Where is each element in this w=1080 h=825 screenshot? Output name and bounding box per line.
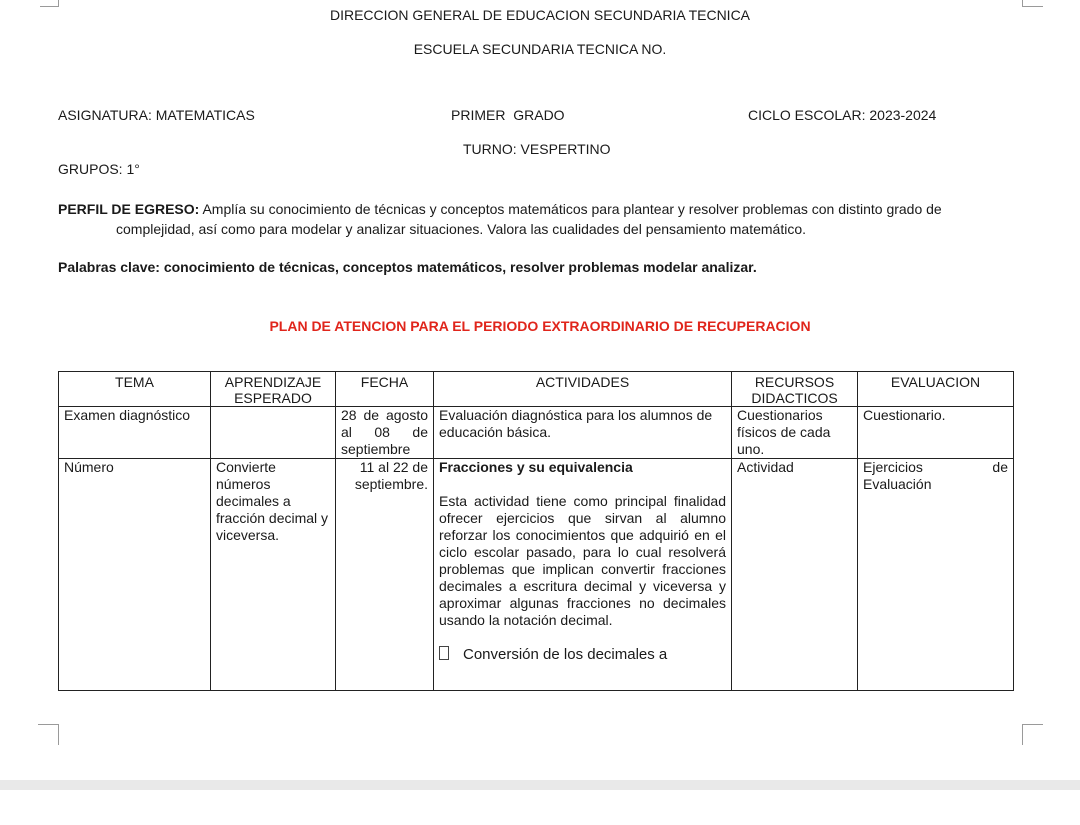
plan-title: PLAN DE ATENCION PARA EL PERIODO EXTRAORDINARIO DE RECUPERACION: [269, 318, 811, 334]
viewer-bottom-band: [0, 780, 1080, 790]
grado: PRIMER GRADO: [451, 107, 565, 123]
perfil-text-first: Amplía su conocimiento de técnicas y conceptos matemáticos para plantear y resolver problemas con distinto grado de: [199, 201, 942, 217]
page-corner-mark: [40, 0, 59, 7]
ciclo-escolar: CICLO ESCOLAR: 2023-2024: [748, 107, 937, 123]
header-tema: TEMA: [59, 372, 211, 407]
table-row: [59, 407, 1014, 459]
evaluacion-word-3: Evaluación: [863, 476, 932, 492]
activity-bullet: [439, 646, 726, 663]
cell-actividades: Evaluación diagnóstica para los alumnos de educación básica.: [434, 407, 732, 459]
perfil-label: PERFIL DE EGRESO:: [58, 201, 200, 217]
grupos: GRUPOS: 1°: [58, 161, 140, 177]
activity-description: Esta actividad tiene como principal finalidad ofrecer ejercicios que sirvan al alumno reforzar los conocimientos que adquirió en el ciclo escolar pasado, para lo cual resolverá problemas que implican convertir fracciones decimales a escritura decimal y viceversa y aproximar algunas fracciones no decimales usando la notación decimal.: [439, 493, 726, 628]
cell-aprendizaje: [211, 407, 336, 459]
cell-recursos: Cuestionarios físicos de cada uno.: [732, 407, 858, 459]
evaluacion-word-1: Ejercicios: [863, 459, 923, 475]
activity-title: Fracciones y su equivalencia: [439, 459, 633, 475]
cell-evaluacion: [858, 459, 1014, 691]
header-line2: ESCUELA SECUNDARIA TECNICA NO.: [413, 41, 667, 57]
header-fecha: FECHA: [336, 372, 434, 407]
header-line1: DIRECCION GENERAL DE EDUCACION SECUNDARIA TECNICA: [329, 7, 751, 23]
cell-actividades: [434, 459, 732, 691]
page-corner-mark: [38, 724, 59, 745]
palabras-clave: Palabras clave: conocimiento de técnicas, conceptos matemáticos, resolver problemas modelar analizar.: [58, 259, 757, 275]
checkbox-icon: [439, 646, 449, 660]
page-corner-mark: [1022, 0, 1043, 7]
cell-tema: Número: [59, 459, 211, 691]
evaluacion-word-2: de: [992, 459, 1008, 475]
cell-recursos: Actividad: [732, 459, 858, 691]
table-row: [59, 459, 1014, 691]
header-evaluacion: EVALUACION: [858, 372, 1014, 407]
page-corner-mark: [1022, 724, 1043, 745]
header-recursos: RECURSOS DIDACTICOS: [732, 372, 858, 407]
header-aprendizaje: APRENDIZAJE ESPERADO: [211, 372, 336, 407]
cell-tema: Examen diagnóstico: [59, 407, 211, 459]
perfil-text-rest: complejidad, así como para modelar y analizar situaciones. Valora las cualidades del pensamiento matemático.: [116, 221, 806, 237]
plan-table: [58, 371, 1014, 691]
header-actividades: ACTIVIDADES: [434, 372, 732, 407]
perfil-egreso: [58, 199, 1022, 239]
cell-aprendizaje: Convierte números decimales a fracción decimal y viceversa.: [211, 459, 336, 691]
asignatura: ASIGNATURA: MATEMATICAS: [58, 107, 255, 123]
cell-fecha: 11 al 22 de septiembre.: [336, 459, 434, 691]
table-header-row: [59, 372, 1014, 407]
turno: TURNO: VESPERTINO: [463, 141, 611, 157]
bullet-text: Conversión de los decimales a: [463, 646, 668, 663]
cell-evaluacion: Cuestionario.: [858, 407, 1014, 459]
cell-fecha: 28 de agosto al 08 de septiembre: [336, 407, 434, 459]
